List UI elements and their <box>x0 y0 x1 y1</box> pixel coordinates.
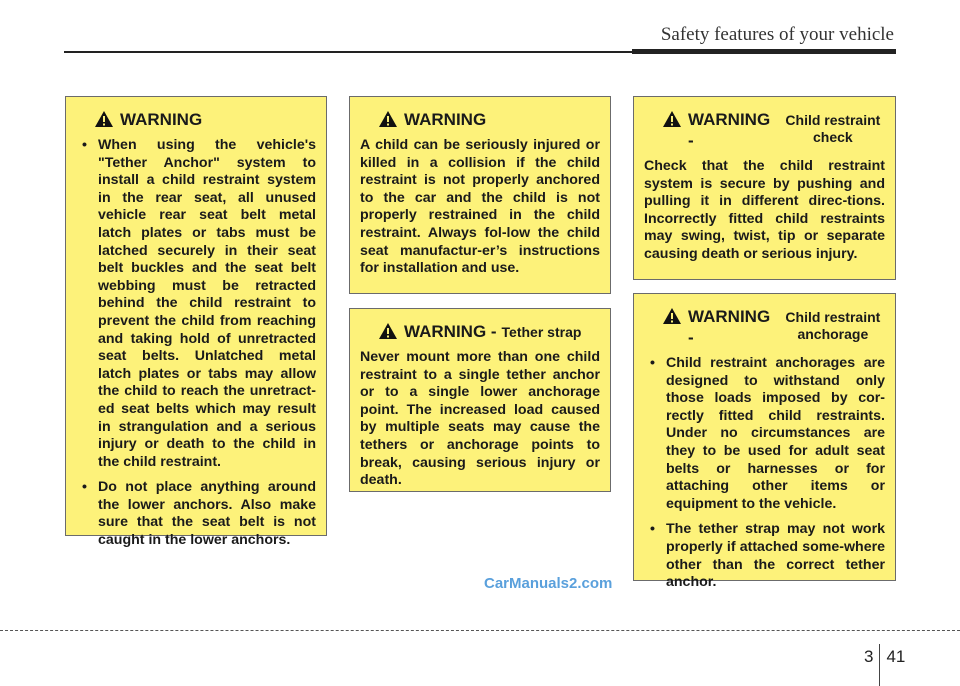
warning-triangle-icon <box>378 110 398 128</box>
warning-body <box>644 158 885 264</box>
warning-heading <box>94 109 316 130</box>
warning-label: WARNING - <box>688 110 771 150</box>
page-number <box>864 636 905 678</box>
warning-box-child-restraint-anchorage <box>633 293 896 591</box>
warning-label: WARNING <box>404 110 487 129</box>
header-rule-accent <box>632 49 896 54</box>
warning-subheading: Child restraint check <box>785 112 881 145</box>
warning-subheading: Tether strap <box>501 324 582 340</box>
warning-label: WARNING <box>120 110 203 129</box>
warning-body <box>360 349 600 490</box>
warning-box-tether-anchor-seatbelts <box>65 96 327 549</box>
watermark-link[interactable]: CarManuals2.com <box>484 575 613 592</box>
warning-bullet-item: • Do not place anything around the lower anchors. Also make sure that the seat belt is not caught in the lower anchors. <box>76 479 316 549</box>
warning-triangle-icon <box>662 110 682 128</box>
warning-heading <box>378 321 600 342</box>
warning-text: Check that the child restraint system is secure by pushing and pulling it in different direc-tions. Incorrectly fitted child restraints may swing, twist, tip or separate causing death or serious injury. <box>644 158 885 262</box>
warning-bullet-item: • The tether strap may not work properly if attached some-where other than the correct tether anchor. <box>644 521 885 591</box>
warning-subheading: Child restraint anchorage <box>785 309 881 342</box>
warning-triangle-icon <box>378 322 398 340</box>
warning-triangle-icon <box>662 307 682 325</box>
warning-bullet-item: • When using the vehicle's "Tether Anchor" system to install a child restraint system in the rear seat, all unused vehicle rear seat belt metal latch plates or tabs must be latched securely in their seat belt buckles and the seat belt webbing must be retracted behind the child restraint to prevent the child from reaching and taking hold of unretracted seat belts. Unlatched metal latch plates or tabs may allow the child to reach the unretract-ed seat belts which may result in strangulation and a serious injury or death to the child in the child restraint. <box>76 137 316 471</box>
page-number-value: 41 <box>886 647 906 666</box>
warning-heading <box>662 306 885 348</box>
warning-text: Never mount more than one child restraint to a single tether anchor or to a single lower anchorage point. The increased load caused by multiple seats may cause the tethers or anchorage points to break, causing serious injury or death. <box>360 349 600 489</box>
warning-bullet-item: • Child restraint anchorages are designed to withstand only those loads imposed by cor-rectly fitted child restraints. Under no circumstances are they to be used for adult seat belts or harnesses or for attaching other items or equipment to the vehicle. <box>644 355 885 513</box>
warning-bullet-list <box>644 355 885 592</box>
warning-bullet-list <box>76 137 316 550</box>
warning-heading <box>662 109 885 151</box>
warning-box-child-injury <box>349 96 611 294</box>
warning-box-tether-strap <box>349 308 611 492</box>
page-number-divider <box>879 644 880 686</box>
warning-heading <box>378 109 600 130</box>
chapter-number: 3 <box>864 647 874 666</box>
warning-label: WARNING - <box>404 322 497 341</box>
warning-label: WARNING - <box>688 307 771 347</box>
warning-triangle-icon <box>94 110 114 128</box>
warning-box-child-restraint-check <box>633 96 896 280</box>
warning-body <box>360 137 600 278</box>
footer-rule <box>0 630 960 631</box>
warning-text: A child can be seriously injured or killed in a collision if the child restraint is not properly anchored to the car and the child is not properly restrained in the child restraint. Always fol-low the child seat manufactur-er’s instructions for installation and use. <box>360 137 600 277</box>
page-header-title: Safety features of your vehicle <box>660 24 894 45</box>
